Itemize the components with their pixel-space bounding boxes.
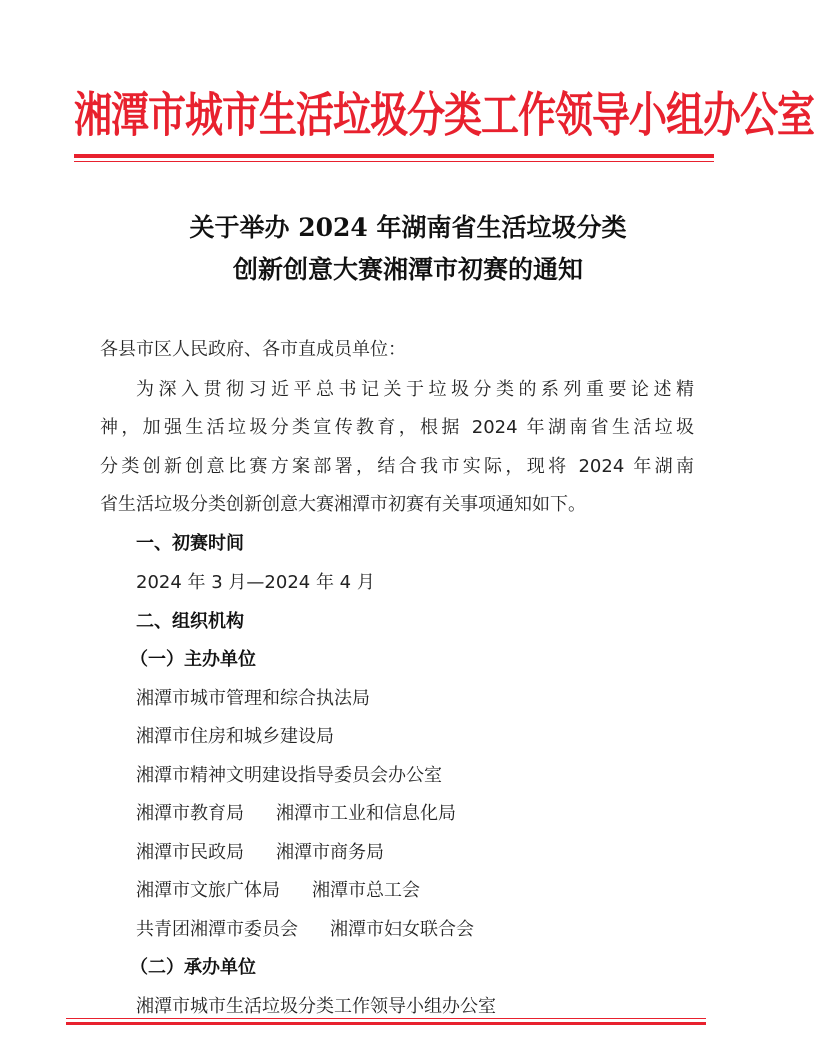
host-unit: 湘潭市总工会 [312, 880, 420, 901]
host-unit-line [136, 799, 456, 825]
intro-line-1: 为深入贯彻习近平总书记关于垃圾分类的系列重要论述精 [136, 379, 694, 400]
host-unit: 湘潭市商务局 [276, 842, 384, 863]
host-unit: 湘潭市文旅广体局 [136, 880, 280, 901]
footer-rule-thin [66, 1018, 706, 1019]
host-unit-line [136, 761, 442, 787]
letterhead-title: 湘潭市城市生活垃圾分类工作领导小组办公室 [74, 86, 815, 143]
host-unit: 湘潭市工业和信息化局 [276, 803, 456, 824]
intro-line-4: 省生活垃圾分类创新创意大赛湘潭市初赛有关事项通知如下。 [100, 494, 586, 515]
host-unit-line [136, 876, 420, 902]
host-unit: 湘潭市住房和城乡建设局 [136, 726, 334, 747]
salutation: 各县市区人民政府、各市直成员单位： [100, 339, 406, 360]
host-units-heading: （一）主办单位 [130, 649, 256, 670]
section-2-heading: 二、组织机构 [136, 611, 244, 632]
document-title-line-1: 关于举办 2024 年湖南省生活垃圾分类 [189, 213, 627, 242]
organizer-units-heading: （二）承办单位 [130, 957, 256, 978]
host-unit-line [136, 684, 370, 710]
host-unit: 湘潭市教育局 [136, 803, 244, 824]
host-unit: 湘潭市城市管理和综合执法局 [136, 688, 370, 709]
host-unit: 湘潭市民政局 [136, 842, 244, 863]
host-unit: 湘潭市妇女联合会 [330, 919, 474, 940]
letterhead-rule-thin [74, 161, 714, 162]
host-unit: 共青团湘潭市委员会 [136, 919, 298, 940]
host-unit-line [136, 915, 474, 941]
host-unit-line [136, 838, 384, 864]
section-1-text: 2024 年 3 月—2024 年 4 月 [136, 572, 375, 593]
organizer-unit: 湘潭市城市生活垃圾分类工作领导小组办公室 [136, 996, 496, 1017]
letterhead-rule-thick [74, 154, 714, 158]
host-unit-line [136, 722, 334, 748]
host-unit: 湘潭市精神文明建设指导委员会办公室 [136, 765, 442, 786]
section-1-heading: 一、初赛时间 [136, 533, 244, 554]
footer-rule-thick [66, 1022, 706, 1025]
intro-line-2: 神，加强生活垃圾分类宣传教育，根据 2024 年湖南省生活垃圾 [100, 417, 694, 438]
intro-line-3: 分类创新创意比赛方案部署，结合我市实际，现将 2024 年湖南 [100, 456, 694, 477]
document-title-line-2: 创新创意大赛湘潭市初赛的通知 [232, 255, 583, 284]
